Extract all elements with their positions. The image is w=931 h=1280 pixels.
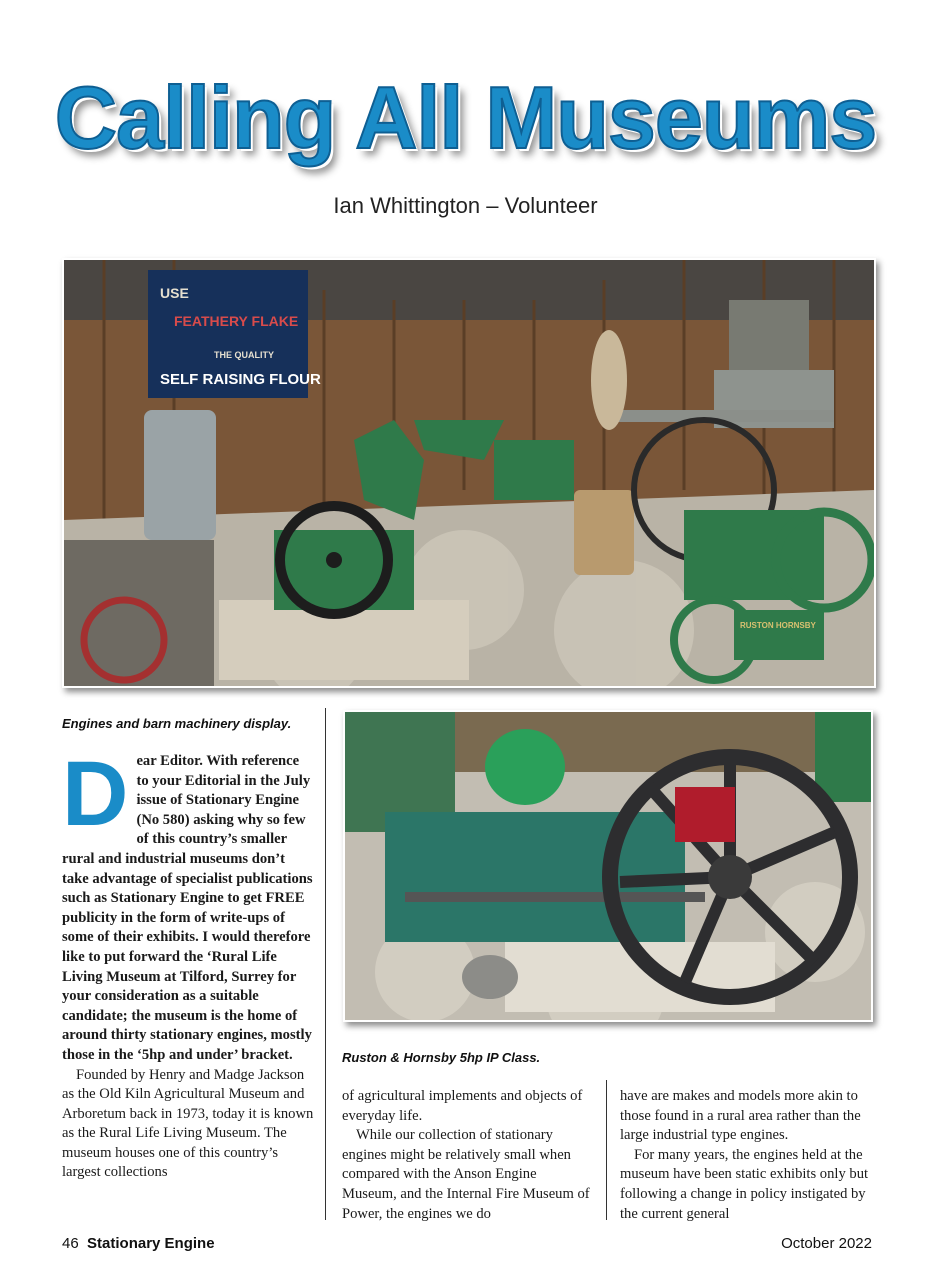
article-byline: Ian Whittington – Volunteer <box>333 193 598 218</box>
ruston-engine-photo <box>343 710 873 1022</box>
engine-plate: RUSTON HORNSBY <box>740 621 816 630</box>
column-rule-2 <box>606 1080 607 1220</box>
col3-paragraph-1: have are makes and models more akin to those found in a rural area rather than the large industrial type engines. <box>620 1088 861 1144</box>
magazine-name: Stationary Engine <box>87 1235 215 1252</box>
mid-photo-caption: Ruston & Hornsby 5hp IP Class. <box>342 1050 541 1065</box>
page-footer-left <box>62 1235 215 1252</box>
sign-the-quality: THE QUALITY <box>214 350 274 360</box>
col3-paragraph-2: For many years, the engines held at the museum have been static exhibits only but following a change in policy instigated by the current general <box>620 1146 869 1222</box>
col2-paragraph-2: While our collection of stationary engines might be relatively small when compared with the Anson Engine Museum, and the Internal Fire Museum of Power, the engines we do <box>342 1127 590 1222</box>
sign-feathery-flake: FEATHERY FLAKE <box>174 313 299 329</box>
top-photo-caption: Engines and barn machinery display. <box>62 716 292 731</box>
drop-cap: D <box>62 743 129 845</box>
column-1 <box>62 743 314 1183</box>
column-rule-1 <box>325 708 326 1220</box>
sign-use: USE <box>160 285 189 301</box>
sign-self-raising: SELF RAISING FLOUR <box>160 371 321 388</box>
issue-date: October 2022 <box>781 1235 872 1252</box>
lead-paragraph <box>62 743 314 1066</box>
col1-paragraph-2: Founded by Henry and Madge Jackson as the Old Kiln Agricultural Museum and Arboretum back in 1973, today it is known as the Rural Life Living Museum. The museum houses one of this country’s largest collections <box>62 1066 314 1181</box>
column-3 <box>620 1087 872 1224</box>
barn-display-photo <box>62 258 876 688</box>
article-title: Calling All Museums <box>54 68 877 167</box>
page-number: 46 <box>62 1235 79 1252</box>
column-2 <box>342 1087 594 1224</box>
col2-paragraph-1: of agricultural implements and objects of everyday life. <box>342 1088 583 1124</box>
lead-text: ear Editor. With reference to your Editorial in the July issue of Stationary Engine (No 580) asking why so few of this country’s smaller rural and industrial museums don’t take advantage of specialist publications such as Stationary Engine to get FREE publicity in the form of write-ups of some of their exhibits. I would therefore like to put forward the ‘Rural Life Living Museum at Tilford, Surrey for your consideration as a suitable candidate; the museum is the home of around thirty stationary engines, mostly those in the ‘5hp and under’ bracket. <box>62 753 313 1063</box>
